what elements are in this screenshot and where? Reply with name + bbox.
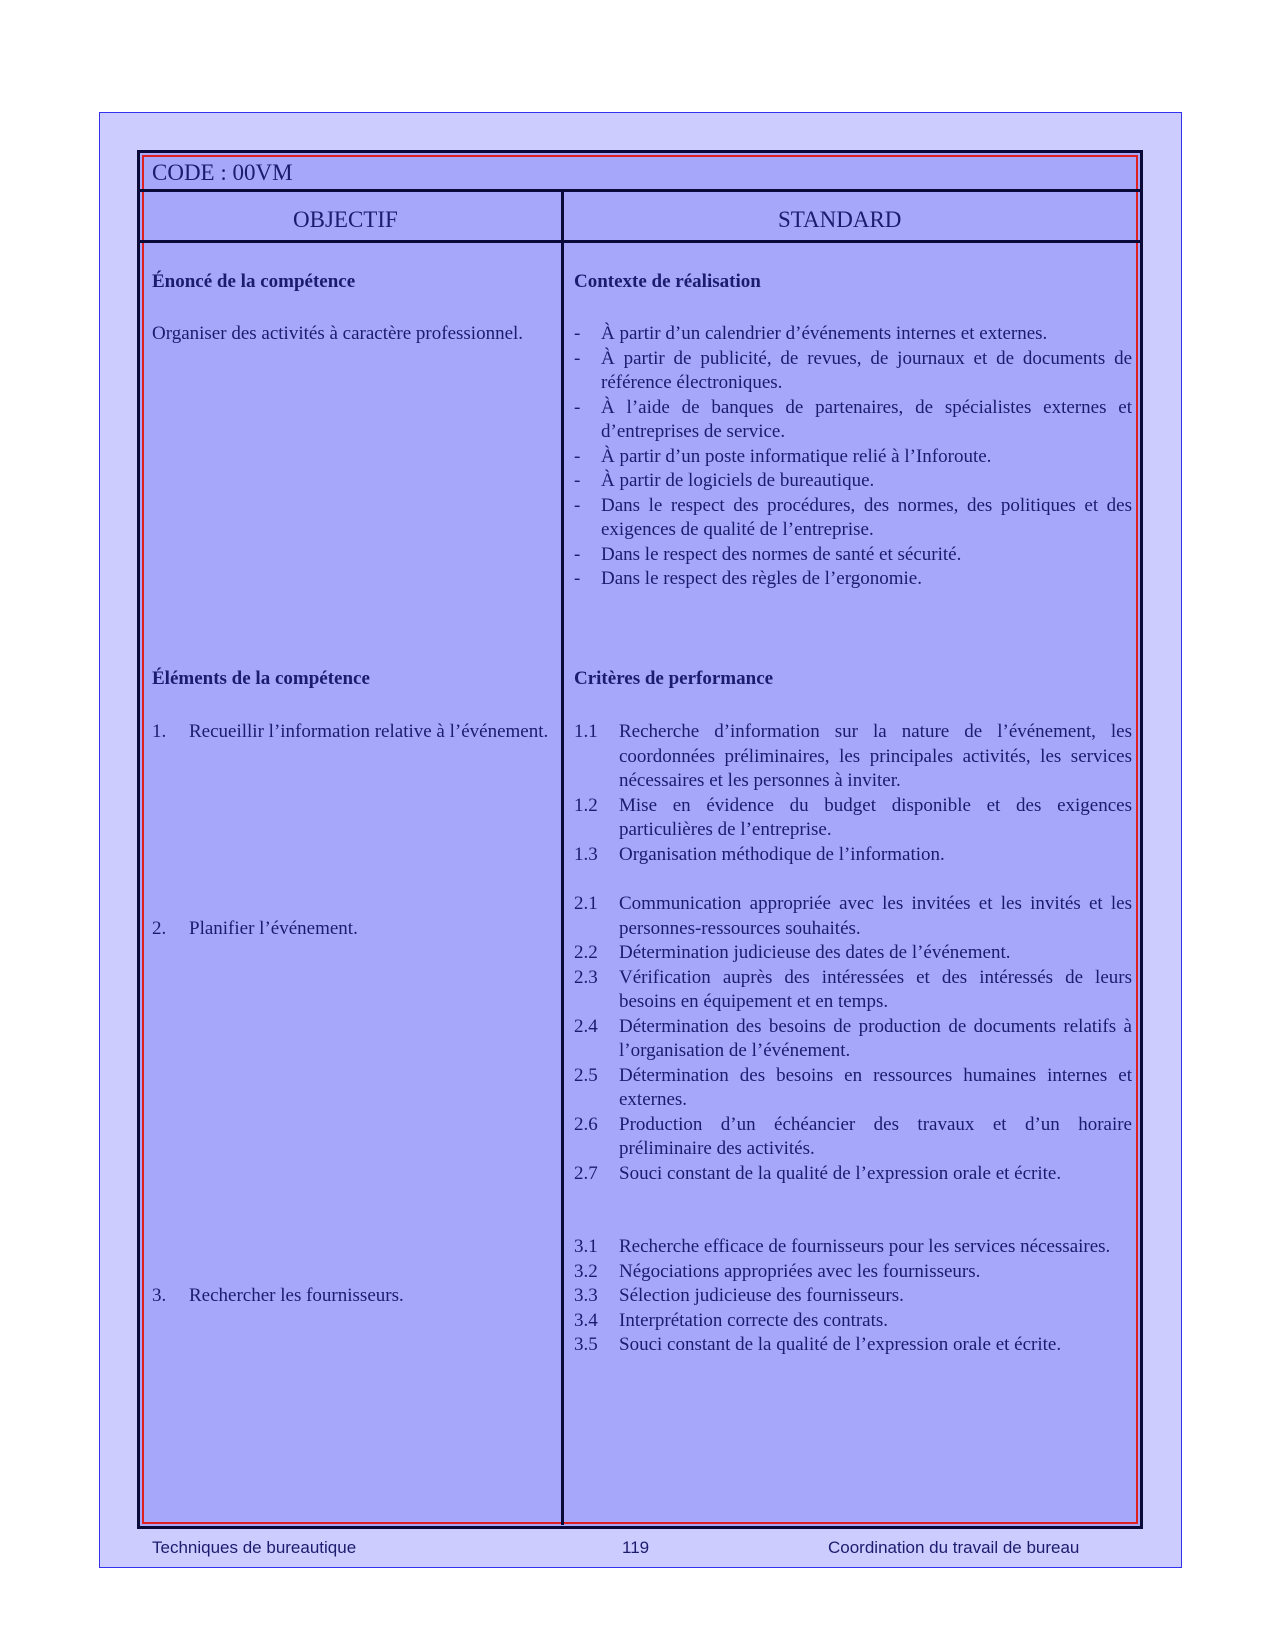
context-item: - À partir de logiciels de bureautique. xyxy=(574,470,875,491)
context-item: - Dans le respect des règles de l’ergonomie. xyxy=(574,568,922,589)
context-item: - Dans le respect des normes de santé et sécurité. xyxy=(574,543,962,565)
context-item: - À partir d’un poste informatique relié à l’Inforoute. xyxy=(574,445,992,467)
criterion: 2.1 Communication appropriée avec les invitées et les invités et les personnes-ressources souhaités. xyxy=(574,893,1132,939)
criterion: 1.3 Organisation méthodique de l’information. xyxy=(574,843,945,865)
element-2: 2. Planifier l’événement. xyxy=(152,917,358,939)
footer-course: Coordination du travail de bureau xyxy=(828,1538,1080,1557)
criteria-list-3 xyxy=(574,1235,1132,1358)
competency-statement: Organiser des activités à caractère professionnel. xyxy=(152,323,524,344)
competency-code: CODE : 00VM xyxy=(152,160,293,185)
header-divider xyxy=(140,189,1140,192)
column-divider xyxy=(561,191,564,1525)
criterion: 3.5 Souci constant de la qualité de l’expression orale et écrite. xyxy=(574,1334,1062,1355)
context-item: - À partir de publicité, de revues, de journaux et de documents de référence électroniques. xyxy=(574,347,1132,393)
footer-page-number: 119 xyxy=(622,1538,650,1557)
criterion: 3.4 Interprétation correcte des contrats. xyxy=(574,1309,889,1331)
criterion: 3.1 Recherche efficace de fournisseurs pour les services nécessaires. xyxy=(574,1236,1111,1257)
element-1: 1. Recueillir l’information relative à l’événement. xyxy=(152,721,549,742)
criterion: 3.3 Sélection judicieuse des fournisseurs. xyxy=(574,1285,904,1306)
criterion: 2.5 Détermination des besoins en ressources humaines internes et externes. xyxy=(574,1064,1132,1110)
context-list xyxy=(574,322,1132,592)
criterion: 2.2 Détermination judicieuse des dates de l’événement. xyxy=(574,942,1011,963)
context-item: - À partir d’un calendrier d’événements internes et externes. xyxy=(574,323,1048,344)
element-3: 3. Rechercher les fournisseurs. xyxy=(152,1285,404,1306)
criterion: 1.1 Recherche d’information sur la nature de l’événement, les coordonnées préliminaires, les principales activités, les services nécessaires et les personnes à inviter. xyxy=(574,721,1132,791)
criterion: 1.2 Mise en évidence du budget disponible et des exigences particulières de l’entreprise. xyxy=(574,794,1132,840)
statement-heading: Énoncé de la compétence xyxy=(152,271,356,292)
criterion: 2.4 Détermination des besoins de production de documents relatifs à l’organisation de l’événement. xyxy=(574,1015,1132,1061)
objective-column-header: OBJECTIF xyxy=(293,207,398,232)
criterion: 3.2 Négociations appropriées avec les fournisseurs. xyxy=(574,1260,981,1282)
criterion: 2.6 Production d’un échéancier des travaux et d’un horaire préliminaire des activités. xyxy=(574,1113,1132,1159)
context-heading: Contexte de réalisation xyxy=(574,271,761,292)
criterion: 2.7 Souci constant de la qualité de l’expression orale et écrite. xyxy=(574,1162,1062,1184)
standard-column-header: STANDARD xyxy=(778,207,902,232)
column-header-divider xyxy=(140,240,1140,243)
context-item: - Dans le respect des procédures, des normes, des politiques et des exigences de qualité de l’entreprise. xyxy=(574,494,1132,540)
criteria-list-2 xyxy=(574,892,1132,1186)
elements-heading: Éléments de la compétence xyxy=(152,668,370,689)
criteria-list-1 xyxy=(574,720,1132,867)
context-item: - À l’aide de banques de partenaires, de spécialistes externes et d’entreprises de service. xyxy=(574,396,1132,442)
criterion: 2.3 Vérification auprès des intéressées et des intéressés de leurs besoins en équipement et en temps. xyxy=(574,966,1132,1012)
footer-program: Techniques de bureautique xyxy=(152,1538,357,1557)
criteria-heading: Critères de performance xyxy=(574,668,774,689)
